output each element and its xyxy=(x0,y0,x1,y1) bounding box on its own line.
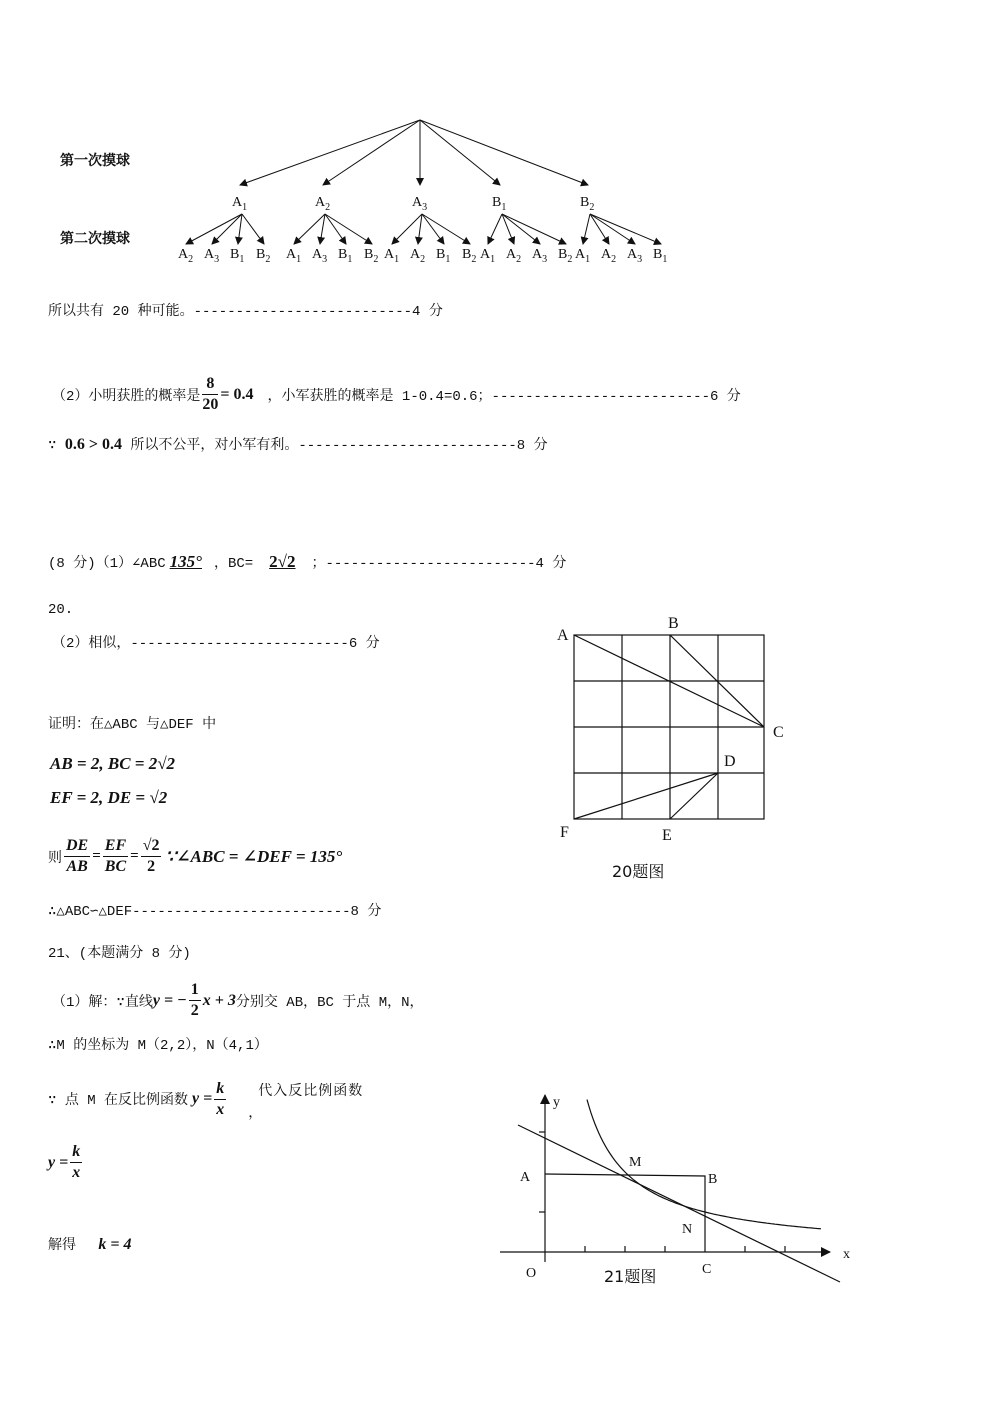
tree-node-level2: $B_2$ xyxy=(256,247,271,265)
ratio-value xyxy=(141,836,162,877)
ratio-ab: AB xyxy=(66,858,88,875)
inverse-x: x xyxy=(216,1100,225,1118)
tree-node-level2: $A_2$ xyxy=(410,247,426,265)
unfair-line xyxy=(48,434,548,454)
inverse-k: k xyxy=(214,1079,226,1100)
similar-line: （2）相似，--------------------------6 分 xyxy=(52,636,380,652)
tree-node-level2: $B_1$ xyxy=(653,247,668,265)
tree-node-level1: $B_2$ xyxy=(580,195,595,213)
because-symbol: ∵ xyxy=(48,438,57,454)
label-point-c: C xyxy=(702,1262,712,1277)
solve-label: 解得 xyxy=(48,1238,76,1254)
similarity-conclusion: ∴△ABC∽△DEF--------------------------8 分 xyxy=(48,904,382,920)
angle-answer: 135° xyxy=(169,552,202,571)
q21-header: 21、(本题满分 8 分) xyxy=(48,946,191,962)
tree-node-level2: $A_1$ xyxy=(286,247,302,265)
label-d: D xyxy=(724,753,736,770)
func-x: x xyxy=(72,1164,81,1181)
slope-num: 1 xyxy=(189,980,201,1001)
tree-node-level2: $B_2$ xyxy=(558,247,573,265)
tree-node-level2: $B_2$ xyxy=(364,247,379,265)
tree-node-level2: $A_3$ xyxy=(204,247,220,265)
bc-answer: 2√2 xyxy=(269,552,296,571)
figure-20 xyxy=(550,610,800,885)
unfair-text: 所以不公平，对小军有利。--------------------------8 分 xyxy=(130,438,548,454)
tree-node-level2: $B_1$ xyxy=(436,247,451,265)
func-fraction xyxy=(70,1142,82,1183)
ratio-ef: EF xyxy=(103,836,128,857)
tree-row1-label: 第一次摸球 xyxy=(60,153,130,169)
tree-node-level2: $A_2$ xyxy=(506,247,522,265)
label-x-axis: x xyxy=(843,1247,850,1262)
proof-intro: 证明：在△ABC 与△DEF 中 xyxy=(48,717,217,733)
substitute-text: 代入反比例函数 xyxy=(258,1084,364,1100)
figure-21-caption: 21题图 xyxy=(604,1267,657,1286)
tree-branch-level2 xyxy=(590,214,635,244)
tree-node-level2: $B_2$ xyxy=(462,247,477,265)
ratio-de-ab xyxy=(64,836,90,877)
ratio-prefix: 则 xyxy=(48,850,62,867)
ratio-de: DE xyxy=(64,836,90,857)
tree-branch-level2 xyxy=(242,214,264,244)
ratio-value-den: 2 xyxy=(147,858,156,875)
probability-rest: ，小军获胜的概率是 1-0.4=0.6；--------------------------6 分 xyxy=(267,388,741,405)
probability-line xyxy=(52,374,741,415)
label-y-axis: y xyxy=(553,1095,560,1110)
rectangle-abc xyxy=(545,1174,705,1252)
proof-ef-de: EF = 2, DE = √2 xyxy=(50,788,168,807)
tree-branch-level2 xyxy=(212,214,242,244)
ratio-line xyxy=(48,836,342,877)
line-eq-rest: x + 3 xyxy=(202,991,236,1009)
q20-part1-text: (8 分)（1）∠ABC xyxy=(48,556,166,572)
tree-branch-level2 xyxy=(186,214,242,244)
y-ticks xyxy=(539,1132,545,1212)
tree-node-level1: $A_2$ xyxy=(315,195,331,213)
tree-branch-level1 xyxy=(323,120,420,185)
inverse-intro: ∵ 点 M 在反比例函数 xyxy=(48,1093,189,1109)
equals-sign: = xyxy=(92,848,101,864)
label-a: A xyxy=(557,627,569,644)
tree-branch-level2 xyxy=(583,214,590,244)
tree-branch-level2 xyxy=(418,214,422,244)
inverse-func-line xyxy=(48,1142,84,1183)
tree-node-level1: $A_3$ xyxy=(412,195,428,213)
tree-branch-level2 xyxy=(488,214,502,244)
k-value: k = 4 xyxy=(98,1236,132,1253)
label-point-n: N xyxy=(682,1222,693,1237)
proof-ab-bc: AB = 2, BC = 2√2 xyxy=(50,754,176,773)
label-origin: O xyxy=(526,1266,537,1281)
inverse-comma: ， xyxy=(248,1106,263,1122)
tree-node-level2: $A_1$ xyxy=(575,247,591,265)
inverse-y: y = xyxy=(192,1090,213,1107)
tree-node-level2: $A_3$ xyxy=(532,247,548,265)
q20-part1-score: ；-------------------------4 分 xyxy=(311,556,567,572)
tree-node-level2: $B_1$ xyxy=(230,247,245,265)
tree-branch-level1 xyxy=(420,120,588,185)
total-outcomes-line: 所以共有 20 种可能。--------------------------4 分 xyxy=(48,304,443,320)
tree-branch-level2 xyxy=(325,214,372,244)
ratio-bc: BC xyxy=(104,858,127,875)
line-mn xyxy=(518,1125,840,1282)
label-c: C xyxy=(773,724,784,741)
probability-tree xyxy=(0,110,700,275)
line-slope-fraction xyxy=(189,980,201,1021)
func-y: y = xyxy=(48,1153,69,1171)
bc-label: ，BC= xyxy=(213,556,254,572)
label-point-b: B xyxy=(708,1172,718,1187)
label-point-a: A xyxy=(520,1170,531,1185)
q20-number: 20. xyxy=(48,602,74,618)
tree-node-level2: $A_2$ xyxy=(178,247,194,265)
grid-lines xyxy=(574,635,764,819)
tree-branch-level2 xyxy=(422,214,470,244)
q21-solution-prefix: （1）解：∵直线 xyxy=(52,994,153,1011)
solve-k-line xyxy=(48,1234,132,1254)
q21-inverse-line xyxy=(48,1076,363,1122)
q21-line-eq xyxy=(52,980,424,1021)
probability-fraction xyxy=(202,374,218,415)
tree-row2-label: 第二次摸球 xyxy=(60,231,130,247)
tree-node-level1: $B_1$ xyxy=(492,195,507,213)
tree-branch-level2 xyxy=(422,214,444,244)
line-eq-y: y = − xyxy=(152,991,187,1009)
tree-node-level2: $A_3$ xyxy=(312,247,328,265)
tree-branch-level2 xyxy=(590,214,661,244)
figure-21 xyxy=(495,1085,865,1290)
ratio-value-num: √2 xyxy=(141,836,162,857)
tree-branch-level1 xyxy=(240,120,420,185)
tree-node-level2: $B_1$ xyxy=(338,247,353,265)
tree-branch-level1 xyxy=(420,120,500,185)
label-b: B xyxy=(668,615,679,632)
slope-den: 2 xyxy=(190,1002,199,1019)
func-k: k xyxy=(70,1142,82,1163)
tree-branch-level2 xyxy=(325,214,346,244)
q21-intersect-text: 分别交 AB，BC 于点 M，N， xyxy=(235,994,424,1011)
inverse-function-curve xyxy=(587,1100,821,1229)
tree-node-level2: $A_2$ xyxy=(601,247,617,265)
probability-value: = 0.4 xyxy=(220,385,254,403)
label-point-m: M xyxy=(629,1155,642,1170)
ratio-ef-bc xyxy=(103,836,128,877)
comparison-math: 0.6 > 0.4 xyxy=(64,436,122,453)
angle-equality: ∵∠ABC = ∠DEF = 135° xyxy=(165,846,343,866)
q20-part1-line xyxy=(48,552,566,572)
label-e: E xyxy=(662,827,672,844)
equals-sign: = xyxy=(130,848,139,864)
x-ticks xyxy=(585,1246,785,1252)
tree-branch-level2 xyxy=(392,214,422,244)
fraction-numerator: 8 xyxy=(202,374,218,395)
tree-node-level2: $A_3$ xyxy=(627,247,643,265)
tree-node-level2: $A_1$ xyxy=(384,247,400,265)
m-coordinates: ∴M 的坐标为 M（2,2），N（4,1） xyxy=(48,1038,268,1054)
fraction-denominator: 20 xyxy=(202,396,219,413)
probability-text: （2）小明获胜的概率是 xyxy=(52,388,201,405)
tree-branch-level2 xyxy=(238,214,242,244)
inverse-fraction xyxy=(214,1079,226,1120)
label-f: F xyxy=(560,824,569,841)
tree-node-level2: $A_1$ xyxy=(480,247,496,265)
figure-20-caption: 20题图 xyxy=(612,862,665,881)
tree-node-level1: $A_1$ xyxy=(232,195,248,213)
